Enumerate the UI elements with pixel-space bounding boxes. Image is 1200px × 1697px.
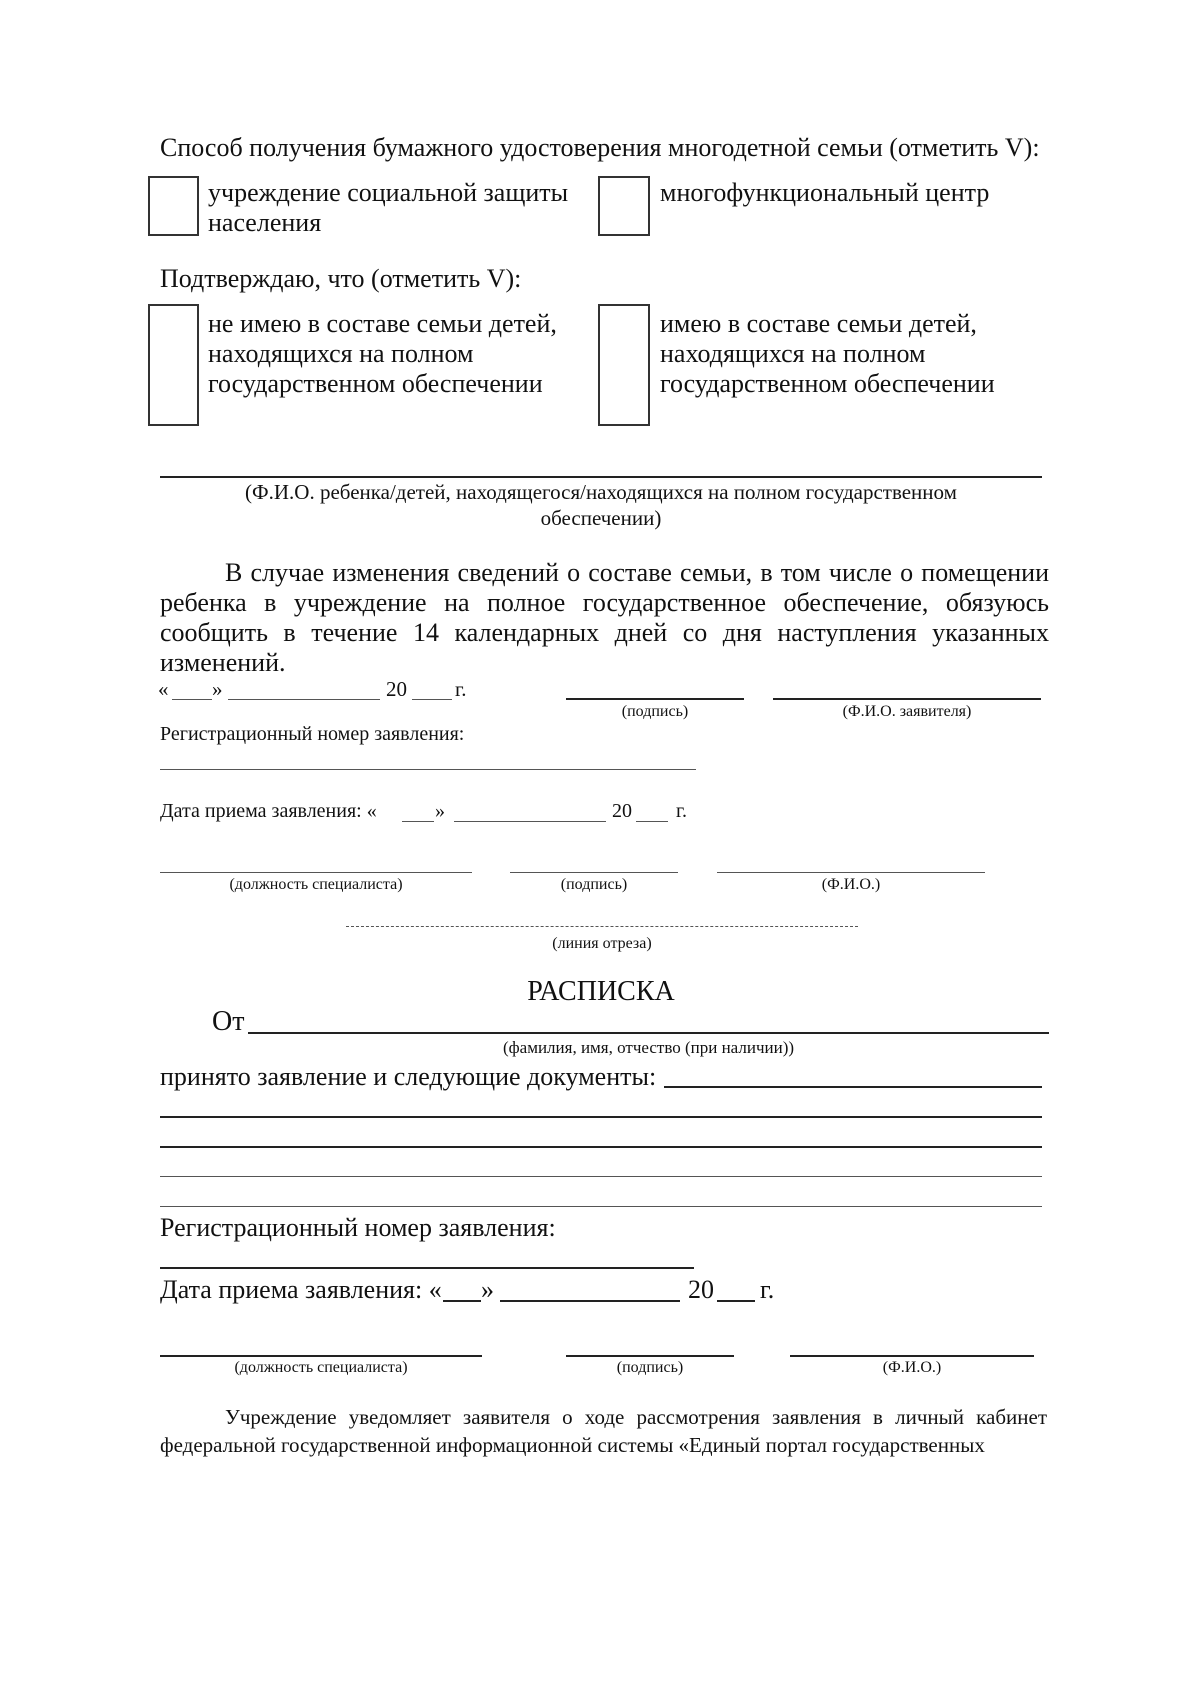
- checkbox-social-protection[interactable]: [148, 176, 199, 236]
- acceptance-year-suffix: г.: [676, 800, 687, 822]
- receipt-documents-field[interactable]: [664, 1086, 1042, 1088]
- receipt-quote-close: »: [481, 1275, 494, 1304]
- applicant-signature-caption: (подпись): [621, 703, 689, 720]
- option-no-line3: государственном обеспечении: [208, 369, 543, 398]
- applicant-signature-field[interactable]: [566, 698, 744, 700]
- acceptance-year-field[interactable]: [636, 821, 668, 822]
- receipt-registration-field[interactable]: [160, 1267, 694, 1269]
- receipt-position-caption: (должность специалиста): [234, 1359, 408, 1376]
- obligation-line1: В случае изменения сведений о составе семьи, в том числе о помещении: [225, 558, 1049, 587]
- option-social-protection-line1: учреждение социальной защиты: [208, 178, 569, 207]
- date-year-suffix: г.: [455, 677, 467, 701]
- option-yes-line1: имею в составе семьи детей,: [660, 309, 977, 338]
- cut-line: [346, 926, 858, 927]
- receipt-fio-caption: (Ф.И.О.): [882, 1359, 942, 1376]
- option-yes-line2: находящихся на полном: [660, 339, 926, 368]
- receipt-year-prefix: 20: [688, 1275, 714, 1304]
- date-day-field[interactable]: [172, 699, 212, 700]
- checkbox-has-children-state-care[interactable]: [598, 304, 650, 426]
- obligation-line3: сообщить в течение 14 календарных дней со дня наступления указанных: [160, 618, 1049, 647]
- receipt-documents-line-3[interactable]: [160, 1146, 1042, 1148]
- acceptance-month-field[interactable]: [454, 821, 606, 822]
- date-month-field[interactable]: [228, 699, 380, 700]
- receipt-accepted-label: принято заявление и следующие документы:: [160, 1062, 657, 1091]
- receipt-from-field[interactable]: [248, 1032, 1049, 1034]
- checkbox-no-children-state-care[interactable]: [148, 304, 199, 426]
- specialist-signature-field[interactable]: [510, 872, 678, 873]
- applicant-fio-caption: (Ф.И.О. заявителя): [842, 703, 972, 720]
- acceptance-year-prefix: 20: [612, 800, 632, 822]
- option-no-line2: находящихся на полном: [208, 339, 474, 368]
- date-year-prefix: 20: [386, 677, 407, 701]
- notice-line1: Учреждение уведомляет заявителя о ходе рассмотрения заявления в личный кабинет: [225, 1405, 1047, 1429]
- specialist-position-field[interactable]: [160, 872, 472, 873]
- date-quote-close: »: [212, 677, 223, 701]
- child-fio-caption-line2: обеспечении): [540, 506, 662, 530]
- receipt-month-field[interactable]: [500, 1300, 680, 1302]
- date-year-field[interactable]: [412, 699, 452, 700]
- receipt-from-caption: (фамилия, имя, отчество (при наличии)): [502, 1038, 795, 1057]
- checkbox-mfc[interactable]: [598, 176, 650, 236]
- receipt-signature-field[interactable]: [566, 1355, 734, 1357]
- obligation-line2: ребенка в учреждение на полное государственное обеспечение, обязуюсь: [160, 588, 1049, 617]
- option-no-line1: не имею в составе семьи детей,: [208, 309, 557, 338]
- acceptance-day-field[interactable]: [402, 821, 434, 822]
- option-yes-line3: государственном обеспечении: [660, 369, 995, 398]
- receipt-method-heading: Способ получения бумажного удостоверения многодетной семьи (отметить V):: [160, 133, 1040, 162]
- specialist-signature-caption: (подпись): [560, 876, 628, 893]
- receipt-documents-line-5[interactable]: [160, 1206, 1042, 1207]
- specialist-fio-caption: (Ф.И.О.): [821, 876, 881, 893]
- receipt-fio-field[interactable]: [790, 1355, 1034, 1357]
- option-mfc: многофункциональный центр: [660, 178, 990, 207]
- receipt-title: РАСПИСКА: [527, 976, 675, 1007]
- date-quote-open: «: [158, 677, 169, 701]
- obligation-line4: изменений.: [160, 648, 286, 677]
- specialist-position-caption: (должность специалиста): [229, 876, 403, 893]
- registration-label: Регистрационный номер заявления:: [160, 723, 465, 745]
- receipt-documents-line-4[interactable]: [160, 1176, 1042, 1177]
- applicant-fio-field[interactable]: [773, 698, 1041, 700]
- acceptance-date-label: Дата приема заявления: «: [160, 800, 377, 822]
- option-social-protection-line2: населения: [208, 208, 322, 237]
- receipt-date-label: Дата приема заявления: «: [160, 1275, 442, 1304]
- child-fio-caption-line1: (Ф.И.О. ребенка/детей, находящегося/находящихся на полном государственном: [245, 480, 957, 504]
- receipt-signature-caption: (подпись): [616, 1359, 684, 1376]
- notice-line2: федеральной государственной информационной системы «Единый портал государственных: [160, 1433, 985, 1457]
- receipt-year-suffix: г.: [760, 1275, 775, 1304]
- acceptance-quote-close: »: [435, 800, 445, 822]
- specialist-fio-field[interactable]: [717, 872, 985, 873]
- child-fio-field[interactable]: [160, 476, 1042, 478]
- receipt-day-field[interactable]: [443, 1300, 481, 1302]
- receipt-year-field[interactable]: [717, 1300, 755, 1302]
- receipt-position-field[interactable]: [160, 1355, 482, 1357]
- registration-number-field[interactable]: [160, 769, 696, 770]
- receipt-from-label: От: [212, 1006, 245, 1037]
- confirm-heading: Подтверждаю, что (отметить V):: [160, 264, 522, 293]
- cut-line-caption: (линия отреза): [552, 935, 652, 952]
- receipt-registration-label: Регистрационный номер заявления:: [160, 1213, 556, 1242]
- receipt-documents-line-2[interactable]: [160, 1116, 1042, 1118]
